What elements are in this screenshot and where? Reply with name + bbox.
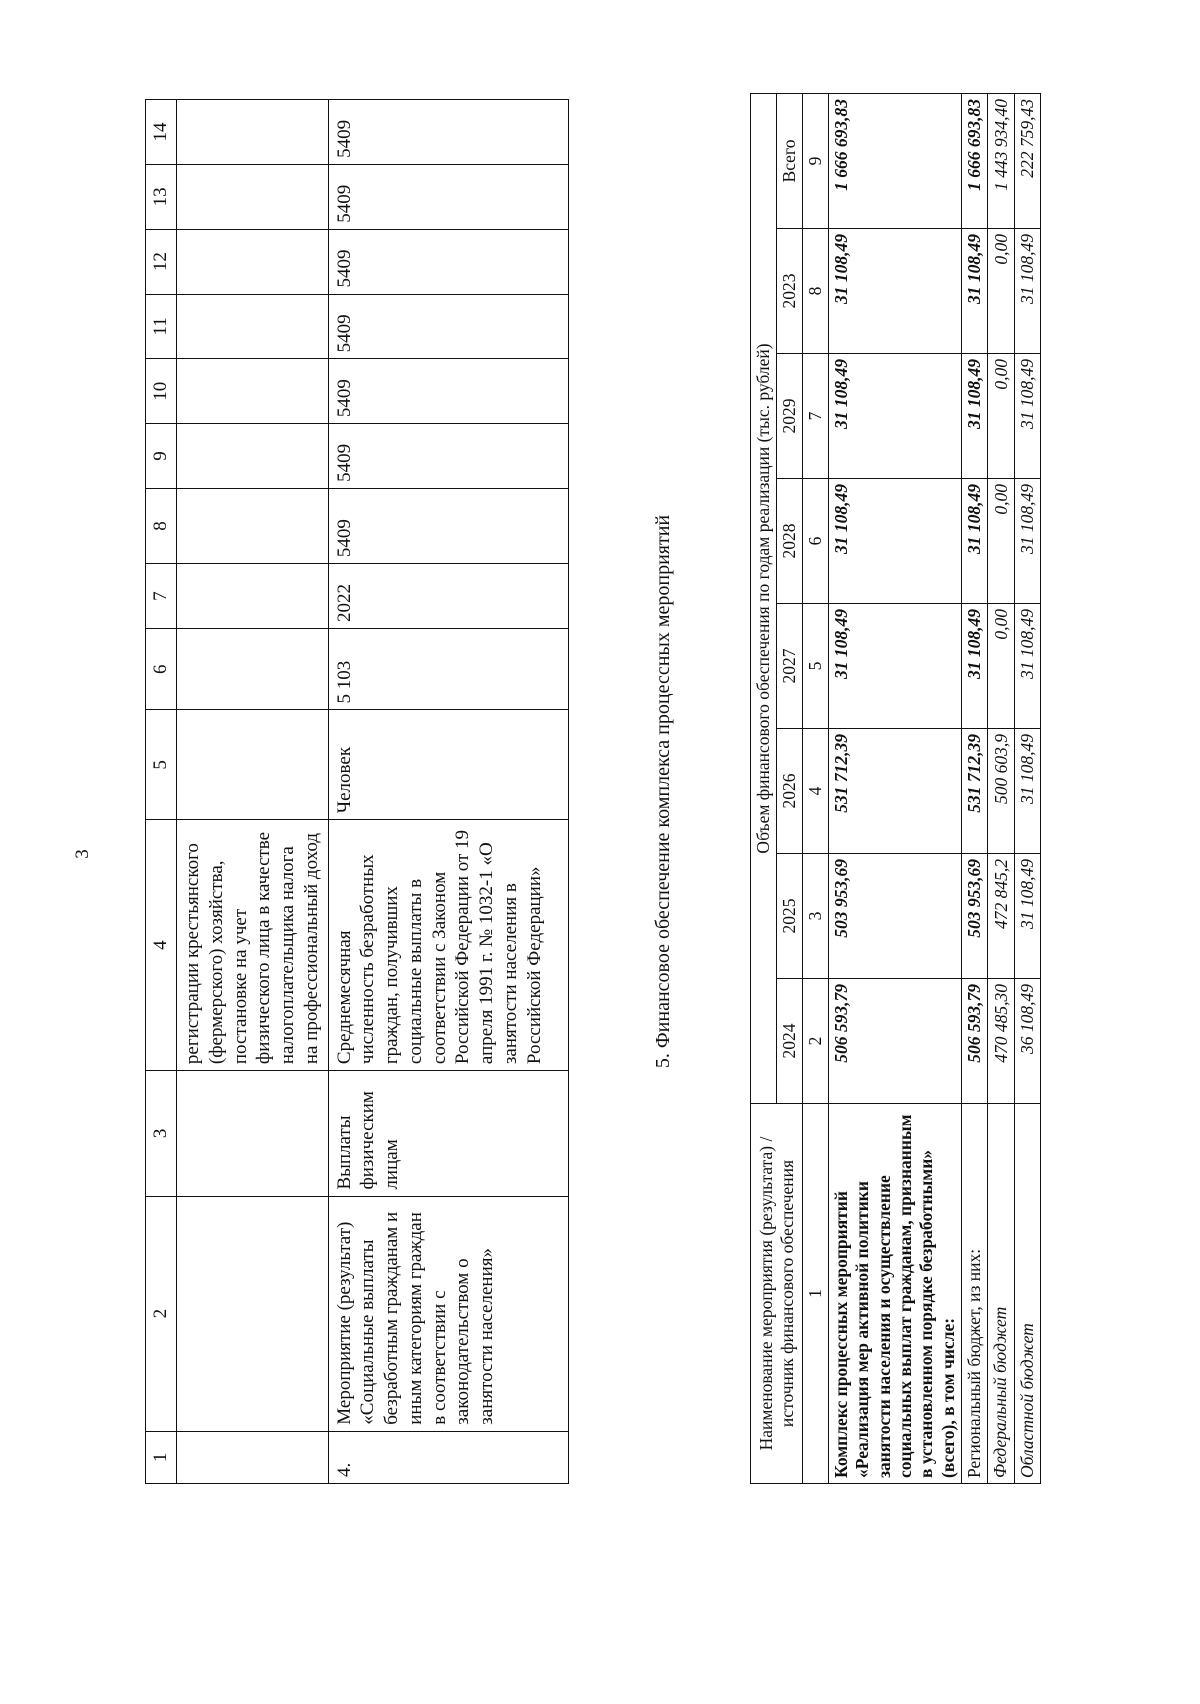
column-number: 8 bbox=[803, 229, 829, 354]
financing-table bbox=[750, 93, 1041, 1484]
column-number: 5 bbox=[803, 604, 829, 729]
value-cell: 31 108,49 bbox=[1014, 479, 1040, 604]
value-cell: 0,00 bbox=[988, 354, 1014, 479]
indicator-cell: регистрации крестьянского (фермерского) хозяйства, постановке на учет физического лица в качестве налогоплательщика налога на профессиональный доход bbox=[177, 820, 329, 1071]
row-index bbox=[177, 1431, 329, 1483]
header-row bbox=[751, 94, 777, 1484]
column-number: 6 bbox=[146, 628, 177, 710]
section-title: 5. Финансовое обеспечение комплекса процессных мероприятий bbox=[652, 514, 674, 1069]
value-cell: 506 593,79 bbox=[962, 979, 988, 1104]
column-number: 3 bbox=[146, 1071, 177, 1196]
column-number: 7 bbox=[146, 564, 177, 629]
value-cell: 31 108,49 bbox=[962, 479, 988, 604]
value-cell: 0,00 bbox=[988, 229, 1014, 354]
value-cell bbox=[177, 564, 329, 629]
year-header: 2023 bbox=[777, 229, 803, 354]
value-cell: 5409 bbox=[328, 488, 568, 563]
row-index: 4. bbox=[328, 1431, 568, 1483]
value-cell: 0,00 bbox=[988, 479, 1014, 604]
column-number: 2 bbox=[803, 979, 829, 1104]
volume-header: Объем финансового обеспечения по годам реализации (тыс. рублей) bbox=[751, 94, 777, 1104]
value-cell: 31 108,49 bbox=[1014, 729, 1040, 854]
column-number: 5 bbox=[146, 710, 177, 820]
value-cell bbox=[177, 294, 329, 359]
value-cell: 31 108,49 bbox=[829, 354, 962, 479]
value-cell: 531 712,39 bbox=[829, 729, 962, 854]
event-name-cell bbox=[177, 1196, 329, 1431]
year-header: 2026 bbox=[777, 729, 803, 854]
column-number-row bbox=[146, 100, 177, 1484]
value-cell bbox=[177, 628, 329, 710]
column-number: 7 bbox=[803, 354, 829, 479]
value-cell bbox=[177, 164, 329, 229]
column-number-row bbox=[803, 94, 829, 1484]
value-cell: 1 666 693,83 bbox=[962, 94, 988, 229]
column-number: 14 bbox=[146, 100, 177, 165]
row-name: Региональный бюджет, из них: bbox=[962, 1104, 988, 1484]
value-cell: 222 759,43 bbox=[1014, 94, 1040, 229]
value-cell: 531 712,39 bbox=[962, 729, 988, 854]
value-cell: 31 108,49 bbox=[962, 229, 988, 354]
column-number: 4 bbox=[146, 820, 177, 1071]
value-cell bbox=[177, 229, 329, 294]
column-number: 8 bbox=[146, 488, 177, 563]
value-cell: 31 108,49 bbox=[829, 479, 962, 604]
value-cell: 503 953,69 bbox=[829, 854, 962, 979]
value-cell: 0,00 bbox=[988, 604, 1014, 729]
value-cell: 5409 bbox=[328, 100, 568, 165]
value-cell: 503 953,69 bbox=[962, 854, 988, 979]
page-number: 3 bbox=[72, 849, 93, 859]
column-number: 2 bbox=[146, 1196, 177, 1431]
column-number: 1 bbox=[146, 1431, 177, 1483]
year-header: 2025 bbox=[777, 854, 803, 979]
value-cell: 31 108,49 bbox=[962, 354, 988, 479]
value-cell: 5409 bbox=[328, 294, 568, 359]
column-number: 3 bbox=[803, 854, 829, 979]
value-cell: 31 108,49 bbox=[1014, 354, 1040, 479]
value-cell: 36 108,49 bbox=[1014, 979, 1040, 1104]
unit-cell: Человек bbox=[328, 710, 568, 820]
value-cell: 31 108,49 bbox=[1014, 604, 1040, 729]
value-cell: 5409 bbox=[328, 164, 568, 229]
value-cell: 5409 bbox=[328, 359, 568, 424]
value-cell: 5409 bbox=[328, 229, 568, 294]
name-header: Наименование мероприятия (результата) / источник финансового обеспечения bbox=[751, 1104, 803, 1484]
value-cell: 31 108,49 bbox=[962, 604, 988, 729]
column-number: 12 bbox=[146, 229, 177, 294]
value-cell: 31 108,49 bbox=[1014, 854, 1040, 979]
value-cell: 31 108,49 bbox=[829, 604, 962, 729]
column-number: 13 bbox=[146, 164, 177, 229]
value-cell bbox=[177, 359, 329, 424]
column-number: 9 bbox=[803, 94, 829, 229]
value-cell: 500 603,9 bbox=[988, 729, 1014, 854]
value-cell: 1 666 693,83 bbox=[829, 94, 962, 229]
value-cell bbox=[177, 100, 329, 165]
value-cell: 470 485,30 bbox=[988, 979, 1014, 1104]
column-number: 9 bbox=[146, 424, 177, 489]
table-row bbox=[328, 100, 568, 1484]
value-cell: 5 103 bbox=[328, 628, 568, 710]
column-number: 11 bbox=[146, 294, 177, 359]
row-name: Комплекс процессных мероприятий «Реализация мер активной политики занятости населения и осуществление социальных выплат гражданам, признанным в установленном порядке безработными» (всего), в том числе: bbox=[829, 1104, 962, 1484]
table-row bbox=[829, 94, 962, 1484]
value-cell: 31 108,49 bbox=[1014, 229, 1040, 354]
value-cell bbox=[177, 424, 329, 489]
value-cell: 31 108,49 bbox=[829, 229, 962, 354]
table-row bbox=[988, 94, 1014, 1484]
total-header: Всего bbox=[777, 94, 803, 229]
row-name: Областной бюджет bbox=[1014, 1104, 1040, 1484]
column-number: 10 bbox=[146, 359, 177, 424]
event-name-cell: Мероприятие (результат) «Социальные выплаты безработным гражданам и иным категориям граждан в соответствии с законодательством о занятости населения» bbox=[328, 1196, 568, 1431]
row-name: Федеральный бюджет bbox=[988, 1104, 1014, 1484]
table-row bbox=[177, 100, 329, 1484]
value-cell: 1 443 934,40 bbox=[988, 94, 1014, 229]
column-number: 6 bbox=[803, 479, 829, 604]
column-number: 1 bbox=[803, 1104, 829, 1484]
year-header: 2027 bbox=[777, 604, 803, 729]
year-header: 2029 bbox=[777, 354, 803, 479]
value-cell: 506 593,79 bbox=[829, 979, 962, 1104]
unit-cell bbox=[177, 710, 329, 820]
year-header: 2028 bbox=[777, 479, 803, 604]
type-cell bbox=[177, 1071, 329, 1196]
table-row bbox=[962, 94, 988, 1484]
type-cell: Выплаты физическим лицам bbox=[328, 1071, 568, 1196]
value-cell: 472 845,2 bbox=[988, 854, 1014, 979]
value-cell: 2022 bbox=[328, 564, 568, 629]
column-number: 4 bbox=[803, 729, 829, 854]
value-cell bbox=[177, 488, 329, 563]
indicator-cell: Среднемесячная численность безработных граждан, получивших социальные выплаты в соответствии с Законом Российской Федерации от 19 апреля 1991 г. № 1032-1 «О занятости населения в Российской Федерации» bbox=[328, 820, 568, 1071]
table-row bbox=[1014, 94, 1040, 1484]
indicators-table bbox=[145, 99, 569, 1484]
year-header: 2024 bbox=[777, 979, 803, 1104]
value-cell: 5409 bbox=[328, 424, 568, 489]
